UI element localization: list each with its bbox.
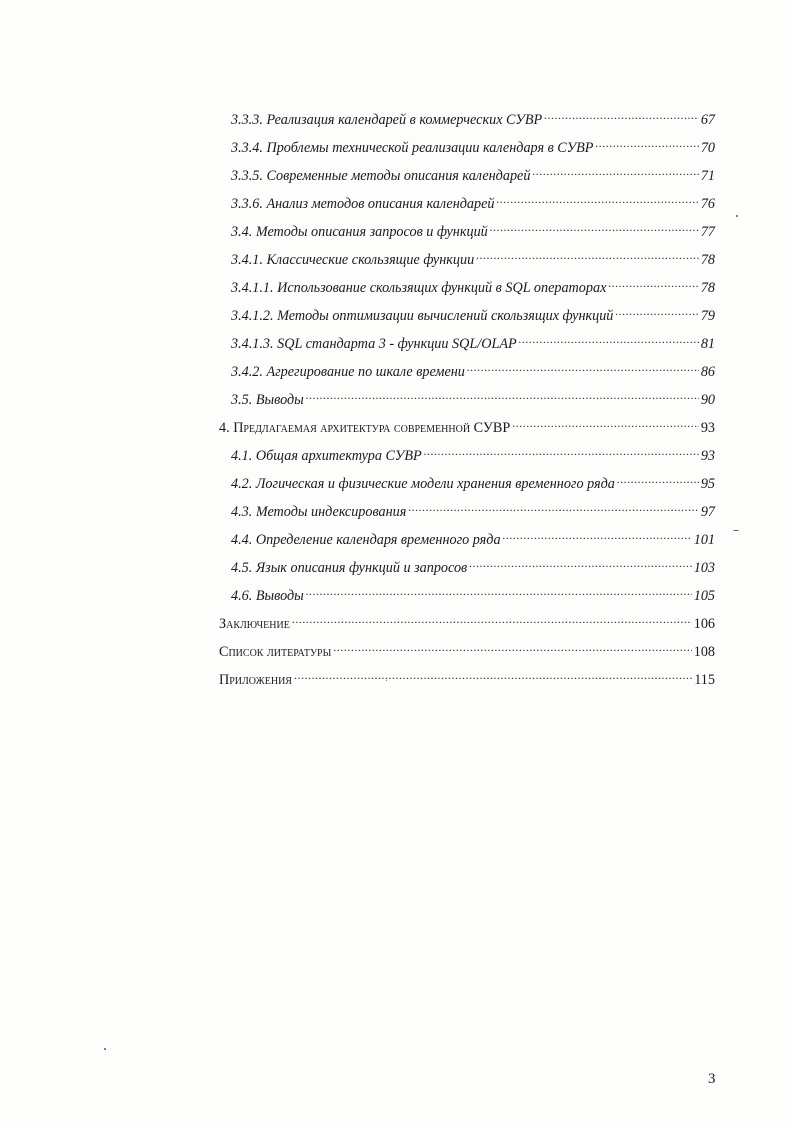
toc-chapter-entry [219,608,715,632]
toc-entry-page: 81 [700,336,715,352]
toc-entry-page: 103 [693,560,715,576]
toc-entry-page: 108 [693,644,715,660]
toc-entry [231,384,715,408]
toc-chapter-entry [219,412,715,436]
dot-leader [476,244,699,264]
toc-entry-title: 4.3. Методы индексирования [231,504,407,520]
dot-leader [519,328,699,348]
dot-leader [306,384,699,404]
dot-leader [512,412,699,432]
toc-entry-title: Список литературы [219,644,332,660]
toc-entry-title: Приложения [219,672,292,688]
toc-entry [231,468,715,492]
dot-leader [306,580,692,600]
toc-entry-title: 4. Предлагаемая архитектура современной СУВР [219,420,511,436]
toc-entry [231,104,715,128]
dot-leader [503,524,692,544]
scan-speck [386,680,387,681]
dot-leader [544,104,699,124]
toc-entry-title: 3.4.1.3. SQL стандарта 3 - функции SQL/OLAP [231,336,517,352]
toc-entry-title: 3.3.3. Реализация календарей в коммерческих СУВР [231,112,543,128]
toc-entry-page: 67 [700,112,715,128]
toc-entry [231,580,715,604]
toc-entry [231,244,715,268]
toc-entry-title: 3.4.1. Классические скользящие функции [231,252,475,268]
toc-entry-title: 3.4. Методы описания запросов и функций [231,224,488,240]
dot-leader [408,496,698,516]
toc-entry-title: 3.3.4. Проблемы технической реализации календаря в СУВР [231,140,594,156]
dot-leader [469,552,692,572]
toc-entry [231,524,715,548]
toc-entry-page: 105 [693,588,715,604]
dot-leader [608,272,698,292]
toc-entry-title: Заключение [219,616,290,632]
dot-leader [497,188,699,208]
toc-entry-page: 77 [700,224,715,240]
toc-entry [231,132,715,156]
dot-leader [615,300,698,320]
toc-entry-title: 4.1. Общая архитектура СУВР [231,448,422,464]
toc-entry [231,328,715,352]
dot-leader [595,132,698,152]
toc-entry-title: 3.4.1.2. Методы оптимизации вычислений скользящих функций [231,308,614,324]
dot-leader [532,160,698,180]
dot-leader [467,356,699,376]
toc-entry-title: 3.4.1.1. Использование скользящих функций в SQL операторах [231,280,607,296]
toc-entry-page: 106 [693,616,715,632]
toc-entry [231,552,715,576]
toc-entry-page: 90 [700,392,715,408]
toc-entry-page: 86 [700,364,715,380]
toc-entry [231,496,715,520]
toc-entry-title: 3.5. Выводы [231,392,304,408]
toc-entry-title: 3.3.6. Анализ методов описания календарей [231,196,495,212]
toc-entry-title: 3.3.5. Современные методы описания календарей [231,168,531,184]
dot-leader [294,664,692,684]
dot-leader [617,468,699,488]
toc-chapter-entry [219,664,715,688]
scan-speck [733,530,739,531]
toc-entry-title: 4.5. Язык описания функций и запросов [231,560,468,576]
toc-entry-title: 4.6. Выводы [231,588,304,604]
dot-leader [424,440,699,460]
toc-entry-page: 93 [700,420,715,436]
toc-entry [231,216,715,240]
toc-entry-page: 71 [700,168,715,184]
toc-entry [231,160,715,184]
toc-entry-page: 78 [700,252,715,268]
toc-entry-page: 78 [700,280,715,296]
toc-entry-title: 4.2. Логическая и физические модели хранения временного ряда [231,476,615,492]
toc-entry-title: 4.4. Определение календаря временного ряда [231,532,501,548]
toc-entry [231,300,715,324]
toc-entry [231,440,715,464]
toc-entry-title: 3.4.2. Агрегирование по шкале времени [231,364,465,380]
toc-entry-page: 93 [700,448,715,464]
page-number: 3 [708,1071,716,1087]
toc-chapter-entry [219,636,715,660]
toc-entry-page: 101 [693,532,715,548]
toc-entry [231,356,715,380]
toc-entry [231,272,715,296]
toc-entry-page: 97 [700,504,715,520]
scan-speck [104,1048,106,1050]
toc-entry-page: 76 [700,196,715,212]
toc-entry-page: 79 [700,308,715,324]
dot-leader [490,216,699,236]
dot-leader [333,636,691,656]
dot-leader [292,608,692,628]
scan-speck [736,215,738,217]
toc-entry-page: 95 [700,476,715,492]
toc-entry [231,188,715,212]
toc-entry-page: 115 [694,672,715,688]
toc-entry-page: 70 [700,140,715,156]
